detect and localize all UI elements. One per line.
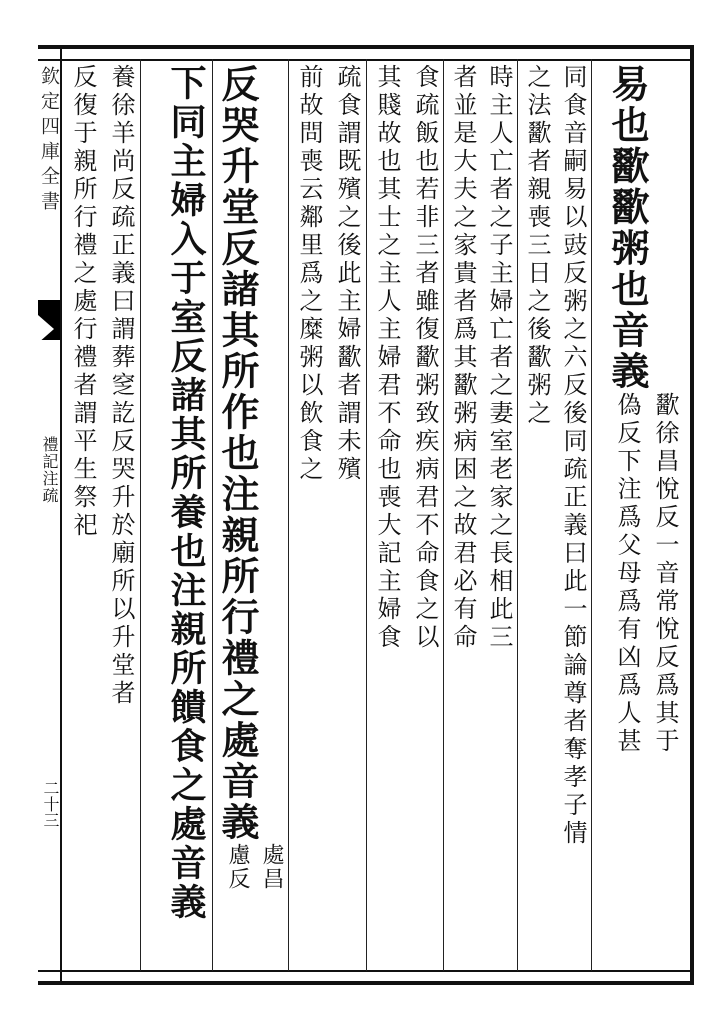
frame-bottom-rule	[38, 981, 693, 985]
column-divider	[517, 59, 518, 971]
annotation-line: 食疏飯也若非三者雖復歠粥致疾病君不命食之以	[411, 64, 439, 652]
column-divider	[140, 59, 141, 971]
main-text: 反哭升堂反諸其所作也注親所行禮之處音義	[215, 64, 260, 843]
text-column-7	[142, 64, 212, 969]
annotation-line: 養徐羊尚反疏正義曰謂葬窆訖反哭升於廟所以升堂者	[107, 64, 135, 708]
annotation-line: 之法歠者親喪三日之後歠粥之	[523, 64, 551, 428]
annotation	[608, 392, 684, 756]
column-divider	[591, 59, 592, 971]
fishtail-arrow-icon	[38, 315, 54, 343]
annotation-line: 歠徐昌悅反一音常悅反爲其于	[651, 392, 679, 756]
main-text: 易也歠歠粥也音義	[605, 64, 650, 392]
frame-top-rule	[38, 45, 693, 49]
annotation-line: 疏食謂既殯之後此主婦歠者謂未殯	[333, 64, 361, 484]
book-title: 禮記注疏	[40, 436, 59, 504]
page-number: 二十三	[41, 780, 60, 828]
text-column-3	[445, 64, 517, 969]
annotation-line: 慮反	[225, 843, 250, 891]
text-column-8	[64, 64, 140, 969]
annotation-line: 者並是大夫之家貴者爲其歠粥病困之故君必有命	[449, 64, 477, 652]
annotation	[220, 843, 288, 891]
series-title: 欽定四庫全書	[38, 66, 60, 216]
annotation-line: 同食音嗣易以豉反粥之六反後同疏正義曰此一節論尊者奪孝子情	[559, 64, 587, 848]
text-column-4	[368, 64, 444, 969]
annotation-line: 時主人亡者之子主婦亡者之妻室老家之長相此三	[485, 64, 513, 652]
annotation-line: 處昌	[259, 843, 284, 891]
text-column-6	[214, 64, 288, 969]
main-text: 下同主婦入于室反諸其所養也注親所饋食之處音義	[165, 64, 207, 922]
annotation-line: 偽反下注爲父母爲有凶爲人甚	[613, 392, 641, 756]
frame-left-rule	[60, 45, 62, 985]
annotation-line: 其賤故也其士之主人主婦君不命也喪大記主婦食	[373, 64, 401, 652]
annotation-line: 前故問喪云鄰里爲之糜粥以飲食之	[295, 64, 323, 484]
column-divider	[212, 59, 213, 971]
text-column-2	[519, 64, 591, 969]
frame-right-rule	[690, 45, 694, 985]
text-column-5	[290, 64, 366, 969]
text-column-1	[600, 64, 684, 969]
annotation-line: 反復于親所行禮之處行禮者謂平生祭祀	[69, 64, 97, 540]
column-divider	[366, 59, 367, 971]
column-divider	[288, 59, 289, 971]
